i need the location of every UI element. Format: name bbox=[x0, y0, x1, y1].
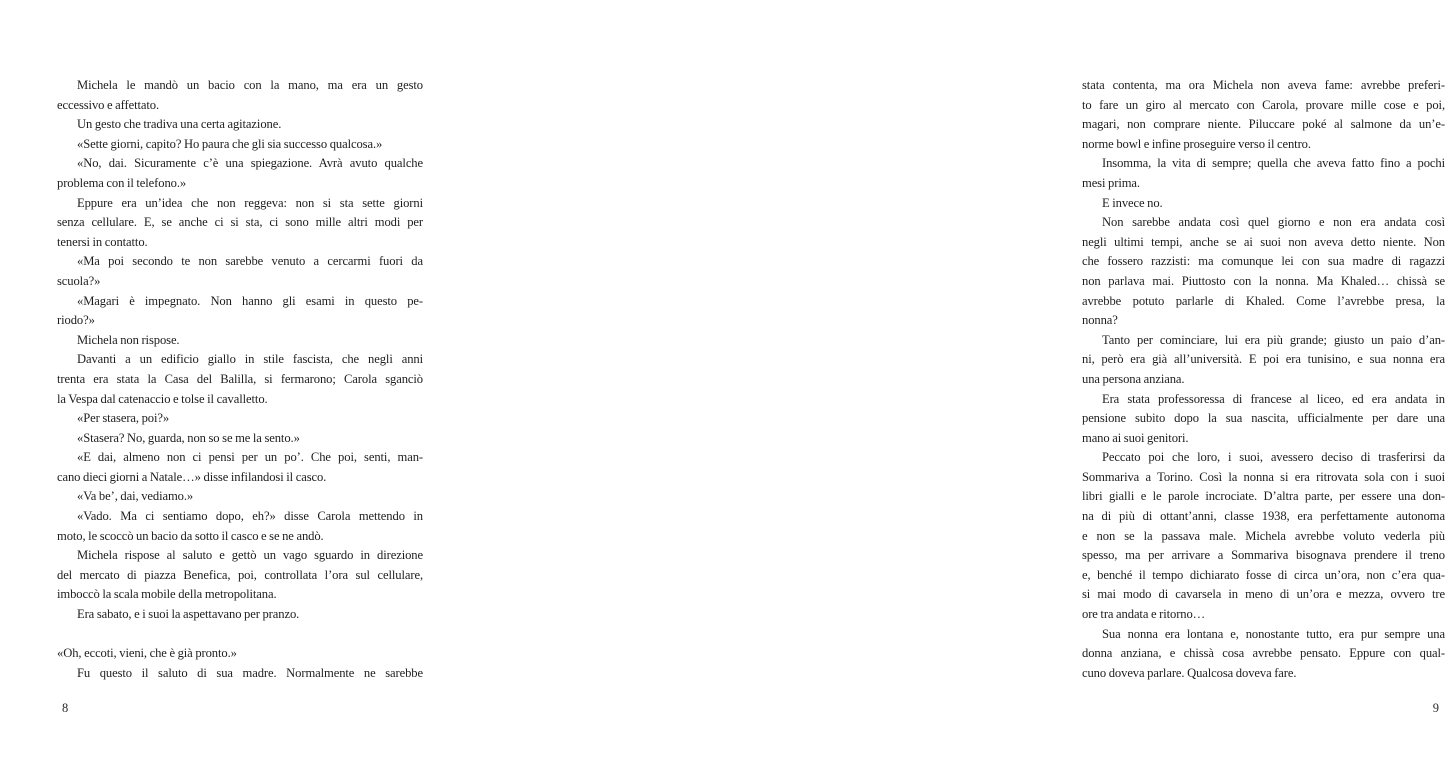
text-line: «Ma poi secondo te non sarebbe venuto a cercarmi fuori da bbox=[77, 254, 423, 269]
text-line: nonna? bbox=[1082, 313, 1118, 328]
right-page-text-block bbox=[1082, 76, 1445, 683]
text-line: Michela rispose al saluto e gettò un vago sguardo in direzione bbox=[77, 548, 423, 563]
text-line: «Oh, eccoti, vieni, che è già pronto.» bbox=[57, 646, 237, 661]
text-line: tenersi in contatto. bbox=[57, 234, 148, 249]
text-line: Fu questo il saluto di sua madre. Normalmente ne sarebbe bbox=[77, 665, 423, 680]
page-number-right: 9 bbox=[1432, 701, 1439, 715]
text-line: Davanti a un edificio giallo in stile fascista, che negli anni bbox=[77, 352, 423, 367]
text-line: Era stata professoressa di francese al liceo, ed era andata in bbox=[1102, 391, 1445, 406]
text-line: libri gialli e le parole incrociate. D’altra parte, per essere una don- bbox=[1082, 489, 1445, 504]
text-line: negli ultimi tempi, anche se ai suoi non aveva detto niente. Non bbox=[1082, 234, 1445, 249]
text-line: Sommariva a Torino. Così la nonna si era ritrovata sola con i suoi bbox=[1082, 469, 1445, 484]
text-line: pensione subito dopo la sua nascita, ufficialmente per dare una bbox=[1082, 411, 1445, 426]
text-line: cano dieci giorni a Natale…» disse infilandosi il casco. bbox=[57, 469, 327, 484]
text-line: donna anziana, e chissà cosa avrebbe pensato. Eppure con qual- bbox=[1082, 646, 1445, 661]
text-line: ore tra andata e ritorno… bbox=[1082, 607, 1206, 622]
text-line: non parlava mai. Piuttosto con la nonna. Ma Khaled… chissà se bbox=[1082, 273, 1445, 288]
text-line: «Vado. Ma ci sentiamo dopo, eh?» disse Carola mettendo in bbox=[77, 509, 423, 524]
text-line: Non sarebbe andata così quel giorno e non era andata così bbox=[1102, 215, 1445, 230]
text-line: «Sette giorni, capito? Ho paura che gli sia successo qualcosa.» bbox=[77, 136, 383, 151]
text-line: Sua nonna era lontana e, nonostante tutto, era pur sempre una bbox=[1102, 626, 1445, 641]
text-line: una persona anziana. bbox=[1082, 371, 1185, 386]
page-right bbox=[500, 0, 1445, 767]
page-number-left: 8 bbox=[62, 701, 69, 715]
page-left bbox=[0, 0, 500, 767]
text-line: del mercato di piazza Benefica, poi, controllata l’ora sul cellulare, bbox=[57, 567, 423, 582]
text-line: ni, però era già all’università. E poi era tunisino, e sua nonna era bbox=[1082, 352, 1445, 367]
text-line: Michela non rispose. bbox=[77, 332, 180, 347]
text-line: Michela le mandò un bacio con la mano, ma era un gesto bbox=[77, 78, 423, 92]
text-line: Eppure era un’idea che non reggeva: non si sta sette giorni bbox=[77, 195, 423, 210]
text-line: spesso, ma per arrivare a Sommariva bisognava prendere il treno bbox=[1082, 548, 1445, 563]
text-line: moto, le scoccò un bacio da sotto il casco e se ne andò. bbox=[57, 528, 324, 543]
text-line: e non se la passava male. Michela avrebbe voluto vederla più bbox=[1082, 528, 1445, 543]
text-line: cuno doveva parlare. Qualcosa doveva fare. bbox=[1082, 665, 1297, 680]
text-line: «Va be’, dai, vediamo.» bbox=[77, 489, 194, 504]
text-line: Era sabato, e i suoi la aspettavano per pranzo. bbox=[77, 607, 300, 622]
text-line: «E dai, almeno non ci pensi per un po’. Che poi, senti, man- bbox=[77, 450, 423, 465]
text-line: imboccò la scala mobile della metropolitana. bbox=[57, 587, 277, 602]
text-line: stata contenta, ma ora Michela non aveva fame: avrebbe preferi- bbox=[1082, 78, 1445, 92]
text-line: Tanto per cominciare, lui era più grande; giusto un paio d’an- bbox=[1102, 332, 1445, 347]
text-line: senza cellulare. E, se anche ci si sta, ci sono mille altri modi per bbox=[57, 215, 423, 230]
text-line: e, benché il tempo dichiarato fosse di circa un’ora, non c’era qua- bbox=[1082, 567, 1445, 582]
text-line: «Stasera? No, guarda, non so se me la sento.» bbox=[77, 430, 300, 445]
text-line: to fare un giro al mercato con Carola, provare mille cose e poi, bbox=[1082, 97, 1445, 112]
text-line: Un gesto che tradiva una certa agitazione. bbox=[77, 117, 282, 132]
blank-line bbox=[57, 625, 423, 645]
text-line: norme bowl e infine proseguire verso il centro. bbox=[1082, 136, 1311, 151]
text-line: «Magari è impegnato. Non hanno gli esami in questo pe- bbox=[77, 293, 423, 308]
text-line: che fossero razzisti: ma comunque lei con sua madre di ragazzi bbox=[1082, 254, 1445, 269]
text-line: «No, dai. Sicuramente c’è una spiegazione. Avrà avuto qualche bbox=[77, 156, 423, 171]
text-line: na di più di ottant’anni, classe 1938, era perfettamente autonoma bbox=[1082, 509, 1445, 524]
text-line: Peccato poi che loro, i suoi, avessero deciso di trasferirsi da bbox=[1102, 450, 1445, 465]
left-page-text-block bbox=[57, 76, 423, 683]
text-line: magari, non comprare niente. Piluccare poké al salmone da un’e- bbox=[1082, 117, 1445, 132]
text-line: trenta era stata la Casa del Balilla, si fermarono; Carola sganciò bbox=[57, 371, 423, 386]
text-line: mano ai suoi genitori. bbox=[1082, 430, 1189, 445]
text-line: si mai modo di cavarsela in meno di un’ora e mezza, ovvero tre bbox=[1082, 587, 1445, 602]
text-line: scuola?» bbox=[57, 273, 101, 288]
text-line: mesi prima. bbox=[1082, 175, 1140, 190]
text-line: riodo?» bbox=[57, 313, 95, 328]
text-line: Insomma, la vita di sempre; quella che aveva fatto fino a pochi bbox=[1102, 156, 1445, 171]
text-line: E invece no. bbox=[1102, 195, 1163, 210]
text-line: avrebbe potuto parlarle di Khaled. Come l’avrebbe presa, la bbox=[1082, 293, 1445, 308]
text-line: la Vespa dal catenaccio e tolse il cavalletto. bbox=[57, 391, 268, 406]
text-line: «Per stasera, poi?» bbox=[77, 411, 170, 426]
text-line: problema con il telefono.» bbox=[57, 175, 187, 190]
text-line: eccessivo e affettato. bbox=[57, 97, 160, 112]
